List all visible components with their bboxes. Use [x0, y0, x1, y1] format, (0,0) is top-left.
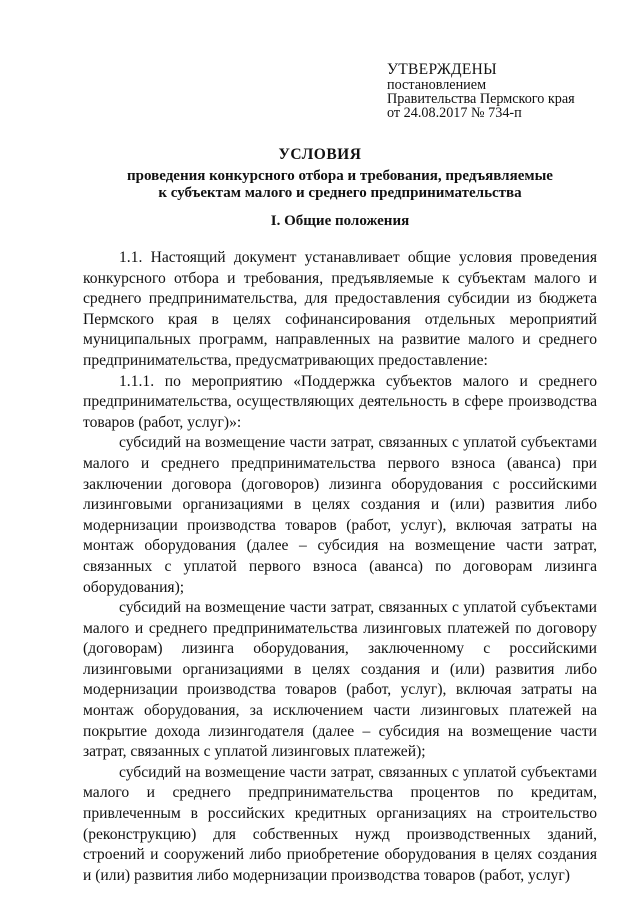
document-body	[83, 248, 597, 886]
paragraph-subsidy-leasing: субсидий на возмещение части затрат, связанных с уплатой субъектами малого и среднего предпринимательства лизинговых платежей по договору (договорам) лизинга оборудования, заключенному с российскими лизинговыми организациями в целях создания и (или) развития либо модернизации производства товаров (работ, услуг), включая затраты на монтаж оборудования, за исключением части лизинговых платежей на покрытие дохода лизингодателя (далее – субсидия на возмещение части затрат, связанных с уплатой лизинговых платежей);	[83, 599, 597, 761]
approval-by-resolution: постановлением	[387, 77, 487, 93]
approval-stamp	[387, 62, 575, 120]
document-subtitle	[100, 168, 580, 202]
paragraph-subsidy-advance: субсидий на возмещение части затрат, связанных с уплатой субъектами малого и среднего предпринимательства первого взноса (аванса) при заключении договора (договоров) лизинга оборудования с российскими лизинговыми организациями в целях создания и (или) развития либо модернизации производства товаров (работ, услуг), включая затраты на монтаж оборудования (далее – субсидия на возмещение части затрат, связанных с уплатой первого взноса (аванса) по договорам лизинга оборудования);	[83, 434, 597, 596]
approval-approved: УТВЕРЖДЕНЫ	[387, 61, 497, 78]
paragraph-1-1-1: 1.1.1. по мероприятию «Поддержка субъектов малого и среднего предпринимательства, осуществляющих деятельность в сфере производства товаров (работ, услуг)»:	[83, 372, 597, 431]
section-heading: I. Общие положения	[270, 213, 410, 229]
subtitle-line-1: проведения конкурсного отбора и требования, предъявляемые	[127, 168, 553, 184]
subtitle-line-2: к субъектам малого и среднего предпринимательства	[158, 185, 522, 201]
paragraph-subsidy-credit: субсидий на возмещение части затрат, связанных с уплатой субъектами малого и среднего предпринимательства процентов по кредитам, привлеченным в российских кредитных организациях на строительство (реконструкцию) для собственных нужд производственных зданий, строений и сооружений либо приобретение оборудования в целях создания и (или) развития либо модернизации производства товаров (работ, услуг)	[83, 763, 597, 884]
approval-government: Правительства Пермского края	[387, 91, 575, 107]
document-title: УСЛОВИЯ	[278, 146, 362, 163]
approval-date-number: от 24.08.2017 № 734-п	[387, 105, 522, 121]
paragraph-1-1: 1.1. Настоящий документ устанавливает общие условия проведения конкурсного отбора и требования, предъявляемые к субъектам малого и среднего предпринимательства, для предоставления субсидии из бюджета Пермского края в целях софинансирования отдельных мероприятий муниципальных программ, направленных на развитие малого и среднего предпринимательства, предусматривающих предоставление:	[83, 249, 597, 369]
